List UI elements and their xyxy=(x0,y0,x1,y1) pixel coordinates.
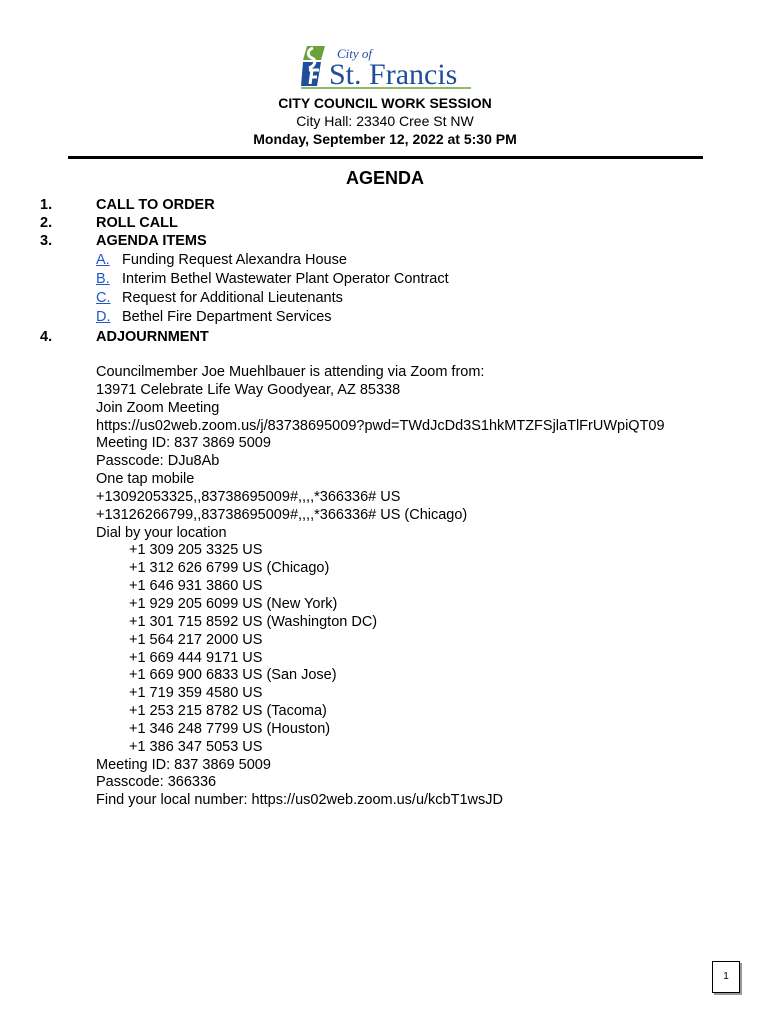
subitem-link-c[interactable]: C. xyxy=(96,290,111,306)
city-logo-graphic xyxy=(301,44,473,90)
zoom-join-label: Join Zoom Meeting xyxy=(96,399,220,416)
zoom-one-tap-2: +13126266799,,83738695009#,,,,*366336# US (Chicago) xyxy=(96,506,468,523)
agenda-item xyxy=(40,232,207,250)
agenda-item-number: 2. xyxy=(40,215,53,231)
zoom-passcode-2: Passcode: 366336 xyxy=(96,774,217,791)
zoom-meeting-id-2: Meeting ID: 837 3869 5009 xyxy=(96,756,271,773)
dial-number: +1 309 205 3325 US xyxy=(129,542,263,559)
subitem-link-b[interactable]: B. xyxy=(96,271,110,287)
agenda-item-label: CALL TO ORDER xyxy=(96,197,215,213)
subitem-label: Request for Additional Lieutenants xyxy=(122,290,343,306)
agenda-item-label: AGENDA ITEMS xyxy=(96,233,207,249)
agenda-subitem xyxy=(96,289,343,307)
subitem-label: Interim Bethel Wastewater Plant Operator Contract xyxy=(122,271,449,287)
zoom-address: 13971 Celebrate Life Way Goodyear, AZ 85338 xyxy=(96,381,401,398)
agenda-subitem xyxy=(96,308,332,326)
zoom-meeting-id: Meeting ID: 837 3869 5009 xyxy=(96,435,271,452)
agenda-subitem xyxy=(96,270,449,288)
agenda-item xyxy=(40,214,178,232)
city-logo xyxy=(301,44,473,90)
meeting-location: City Hall: 23340 Cree St NW xyxy=(296,113,474,129)
agenda-item-label: ADJOURNMENT xyxy=(96,329,209,345)
subitem-label: Bethel Fire Department Services xyxy=(122,309,332,325)
zoom-info xyxy=(96,364,665,810)
dial-number: +1 669 444 9171 US xyxy=(129,649,263,666)
zoom-passcode: Passcode: DJu8Ab xyxy=(96,453,220,470)
zoom-local-number[interactable]: Find your local number: https://us02web.zoom.us/u/kcbT1wsJD xyxy=(96,792,503,809)
subitem-link-a[interactable]: A. xyxy=(96,252,110,268)
dial-number: +1 669 900 6833 US (San Jose) xyxy=(129,667,337,684)
zoom-join-url[interactable]: https://us02web.zoom.us/j/83738695009?pwd=TWdJcDd3S1hkMTZFSjlaTlFrUWpiQT09 xyxy=(96,417,665,434)
zoom-intro: Councilmember Joe Muehlbauer is attending via Zoom from: xyxy=(96,364,485,380)
dial-number: +1 929 205 6099 US (New York) xyxy=(129,595,338,612)
dial-number: +1 386 347 5053 US xyxy=(129,738,263,755)
subitem-link-d[interactable]: D. xyxy=(96,309,111,325)
zoom-dial-label: Dial by your location xyxy=(96,524,227,541)
dial-number: +1 646 931 3860 US xyxy=(129,578,263,595)
header-divider xyxy=(68,156,703,159)
dial-number: +1 301 715 8592 US (Washington DC) xyxy=(129,613,378,630)
dial-number: +1 253 215 8782 US (Tacoma) xyxy=(129,703,327,720)
zoom-one-tap-label: One tap mobile xyxy=(96,471,195,488)
agenda-subitem xyxy=(96,251,347,269)
agenda-item-label: ROLL CALL xyxy=(96,215,178,231)
dial-number: +1 564 217 2000 US xyxy=(129,631,263,648)
agenda-item-number: 1. xyxy=(40,197,53,213)
meeting-title: CITY COUNCIL WORK SESSION xyxy=(278,95,492,111)
agenda-item-number: 3. xyxy=(40,233,53,249)
agenda-item xyxy=(40,196,215,214)
dial-number: +1 312 626 6799 US (Chicago) xyxy=(129,560,330,577)
logo-main-text: St. Francis xyxy=(329,58,458,90)
dial-number: +1 719 359 4580 US xyxy=(129,685,263,702)
zoom-one-tap-1: +13092053325,,83738695009#,,,,*366336# US xyxy=(96,488,401,505)
agenda-heading: AGENDA xyxy=(345,168,424,188)
agenda-item-number: 4. xyxy=(40,329,53,345)
page-number: 1 xyxy=(712,961,740,993)
agenda-item xyxy=(40,328,209,346)
subitem-label: Funding Request Alexandra House xyxy=(122,252,347,268)
meeting-datetime: Monday, September 12, 2022 at 5:30 PM xyxy=(253,131,517,147)
dial-number: +1 346 248 7799 US (Houston) xyxy=(129,720,331,737)
logo-small-text: City of xyxy=(337,46,373,61)
